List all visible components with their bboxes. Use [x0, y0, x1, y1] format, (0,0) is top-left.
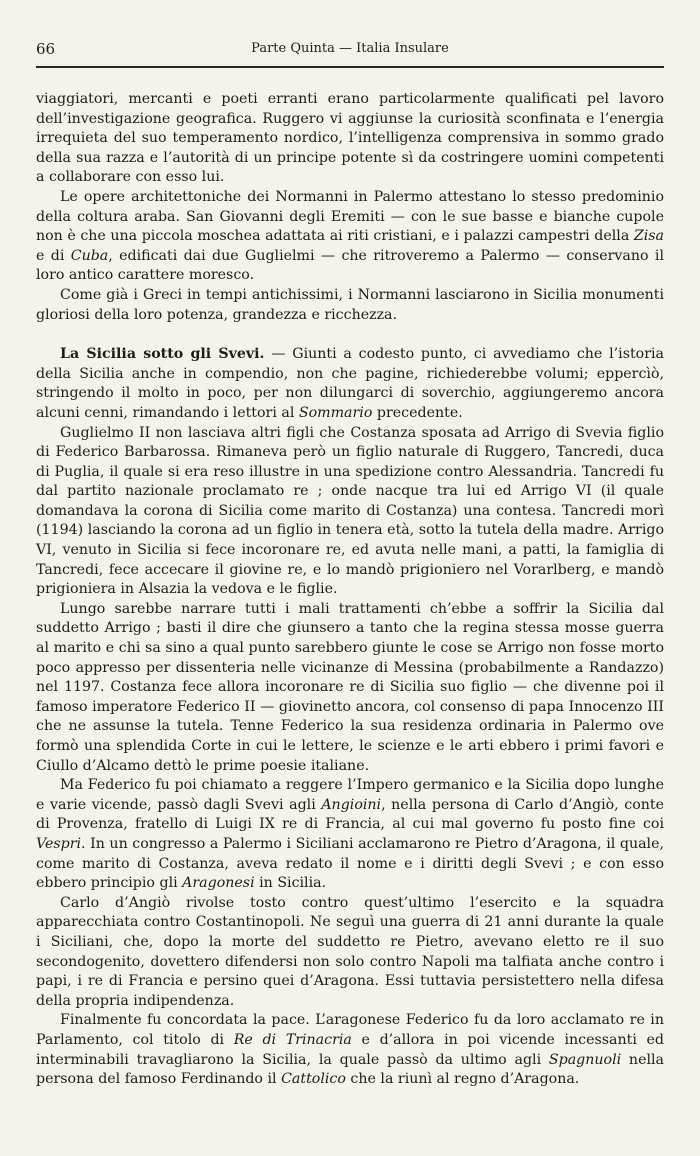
- italic-term: Angioini: [321, 796, 382, 813]
- text-run: , edificati dai due Guglielmi — che ritroveremo a Palermo — conservano il loro antico carattere moresco.: [36, 247, 664, 284]
- body-text: [36, 90, 664, 1090]
- text-run: nella persona del famoso Ferdinando il: [36, 1051, 665, 1088]
- text-run: — Giunti a codesto punto, ci avvediamo che l’istoria della Sicilia anche in compendio, non che pagine, richiederebbe volumi; eppercìò, stringendo il molto in poco, per non dilungarci di soverchio, aggiungeremo ancora alcuni cenni, rimandando i lettori al: [36, 346, 664, 421]
- paragraph: [36, 600, 664, 776]
- text-run: Lungo sarebbe narrare tutti i mali trattamenti ch’ebbe a soffrir la Sicilia dal suddetto Arrigo ; basti il dire che giunsero a tanto che la regina stessa mosse guerra al marito e chi sa sino a qual punto sarebbero giunte le cose se Arrigo non fosse morto poco appresso per dissenteria nelle vicinanze di Messina (probabilmente a Randazzo) nel 1197. Costanza fece allora incoronare re di Sicilia suo figlio — che divenne poi il famoso imperatore Federico II — giovinetto ancora, col consenso di papa Innocenzo III che ne assunse la tutela. Tenne Federico la sua residenza ordinaria in Palermo ove formò una splendida Corte in cui le lettere, le scienze e le arti ebbero i primi favori e Ciullo d’Alcamo dettò le prime poesie italiane.: [36, 600, 664, 774]
- italic-term: Cuba: [70, 247, 109, 264]
- section-heading: La Sicilia sotto gli Svevi.: [60, 346, 265, 363]
- paragraph: [36, 90, 664, 188]
- text-run: Le opere architettoniche dei Normanni in Palermo attestano lo stesso predominio della coltura araba. San Giovanni degli Eremiti — con le sue basse e bianche cupole non è che una piccola moschea adattata ai riti cristiani, e i palazzi campestri della: [36, 188, 664, 245]
- paragraph: [36, 188, 664, 286]
- text-run: Carlo d’Angiò rivolse tosto contro quest’ultimo l’esercito e la squadra apparecchiata contro Costantinopoli. Ne seguì una guerra di 21 anni durante la quale i Siciliani, che, dopo la morte del suddetto re Pietro, avevano eletto re il suo secondogenito, dovettero difendersi non solo contro Napoli ma talfiata anche contro i papi, i re di Francia e persino quei d’Aragona. Essi tuttavia persistettero nella difesa della propria indipendenza.: [36, 894, 664, 1009]
- paragraph: [36, 286, 664, 325]
- text-run: e d’allora in poi vicende incessanti ed interminabili travagliarono la Sicilia, la quale passò da ultimo agli: [36, 1031, 665, 1068]
- text-run: che la riunì al regno d’Aragona.: [345, 1071, 580, 1088]
- italic-term: Aragonesi: [182, 875, 255, 892]
- paragraph: [36, 894, 664, 1012]
- text-run: precedente.: [372, 404, 463, 421]
- italic-term: Re di Trinacria: [233, 1031, 352, 1048]
- italic-term: Spagnuoli: [548, 1051, 622, 1068]
- paragraph: [36, 345, 664, 423]
- italic-term: Sommario: [298, 404, 373, 421]
- text-run: Finalmente fu concordata la pace. L’aragonese Federico fu da loro acclamato re in Parlamento, col titolo di: [36, 1012, 664, 1048]
- text-run: Ma Federico fu poi chiamato a reggere l’Impero germanico e la Sicilia dopo lunghe e varie vicende, passò dagli Svevi agli: [36, 777, 664, 813]
- paragraph: [36, 424, 664, 600]
- text-run: viaggiatori, mercanti e poeti erranti erano particolarmente qualificati pel lavoro dell’investigazione geografica. Ruggero vi aggiunse la curiosità sconfinata e l’energia irrequieta del suo temperamento nordico, l’intelligenza comprensiva in sommo grado della sua razza e l’autorità di un principe potente sì da costringere uomini competenti a collaborare con esso lui.: [36, 91, 664, 186]
- text-run: . In un congresso a Palermo i Siciliani acclamarono re Pietro d’Aragona, il quale, come marito di Costanza, aveva redato il nome e i diritti degli Svevi ; e con esso ebbero principio gli: [36, 835, 664, 892]
- text-run: Come già i Greci in tempi antichissimi, i Normanni lasciarono in Sicilia monumenti gloriosi della loro potenza, grandezza e ricchezza.: [36, 286, 664, 323]
- page-number: 66: [36, 40, 56, 58]
- italic-term: Vespri: [36, 835, 82, 852]
- paragraph: [36, 1011, 664, 1089]
- paragraph: [36, 776, 664, 894]
- running-header: [36, 36, 664, 68]
- italic-term: Cattolico: [281, 1071, 346, 1088]
- text-run: e di: [36, 247, 71, 264]
- text-run: Guglielmo II non lasciava altri figli che Costanza sposata ad Arrigo di Svevia figlio di Federico Barbarossa. Rimaneva però un figlio naturale di Ruggero, Tancredi, duca di Puglia, il quale si era reso illustre in una spedizione contro Alessandria. Tancredi fu dal partito nazionale proclamato re ; onde nacque tra lui ed Arrigo VI (il quale domandava la corona di Sicilia come marito di Costanza) una contesa. Tancredi morì (1194) lasciando la corona ad un figlio in tenera età, sotto la tutela della madre. Arrigo VI, venuto in Sicilia si fece incoronare re, ed avuta nelle mani, a patti, la famiglia di Tancredi, fece accecare il giovine re, e lo mandò prigioniero nel Vorarlberg, e mandò prigioniera in Alsazia la vedova e le figlie.: [36, 424, 664, 598]
- text-run: , nella persona di Carlo d’Angiò, conte di Provenza, fratello di Luigi IX re di Francia, al cui mal governo fu posto fine coi: [36, 796, 664, 833]
- running-title: Parte Quinta — Italia Insulare: [251, 41, 449, 56]
- text-run: in Sicilia.: [254, 875, 327, 892]
- italic-term: Zisa: [633, 228, 664, 245]
